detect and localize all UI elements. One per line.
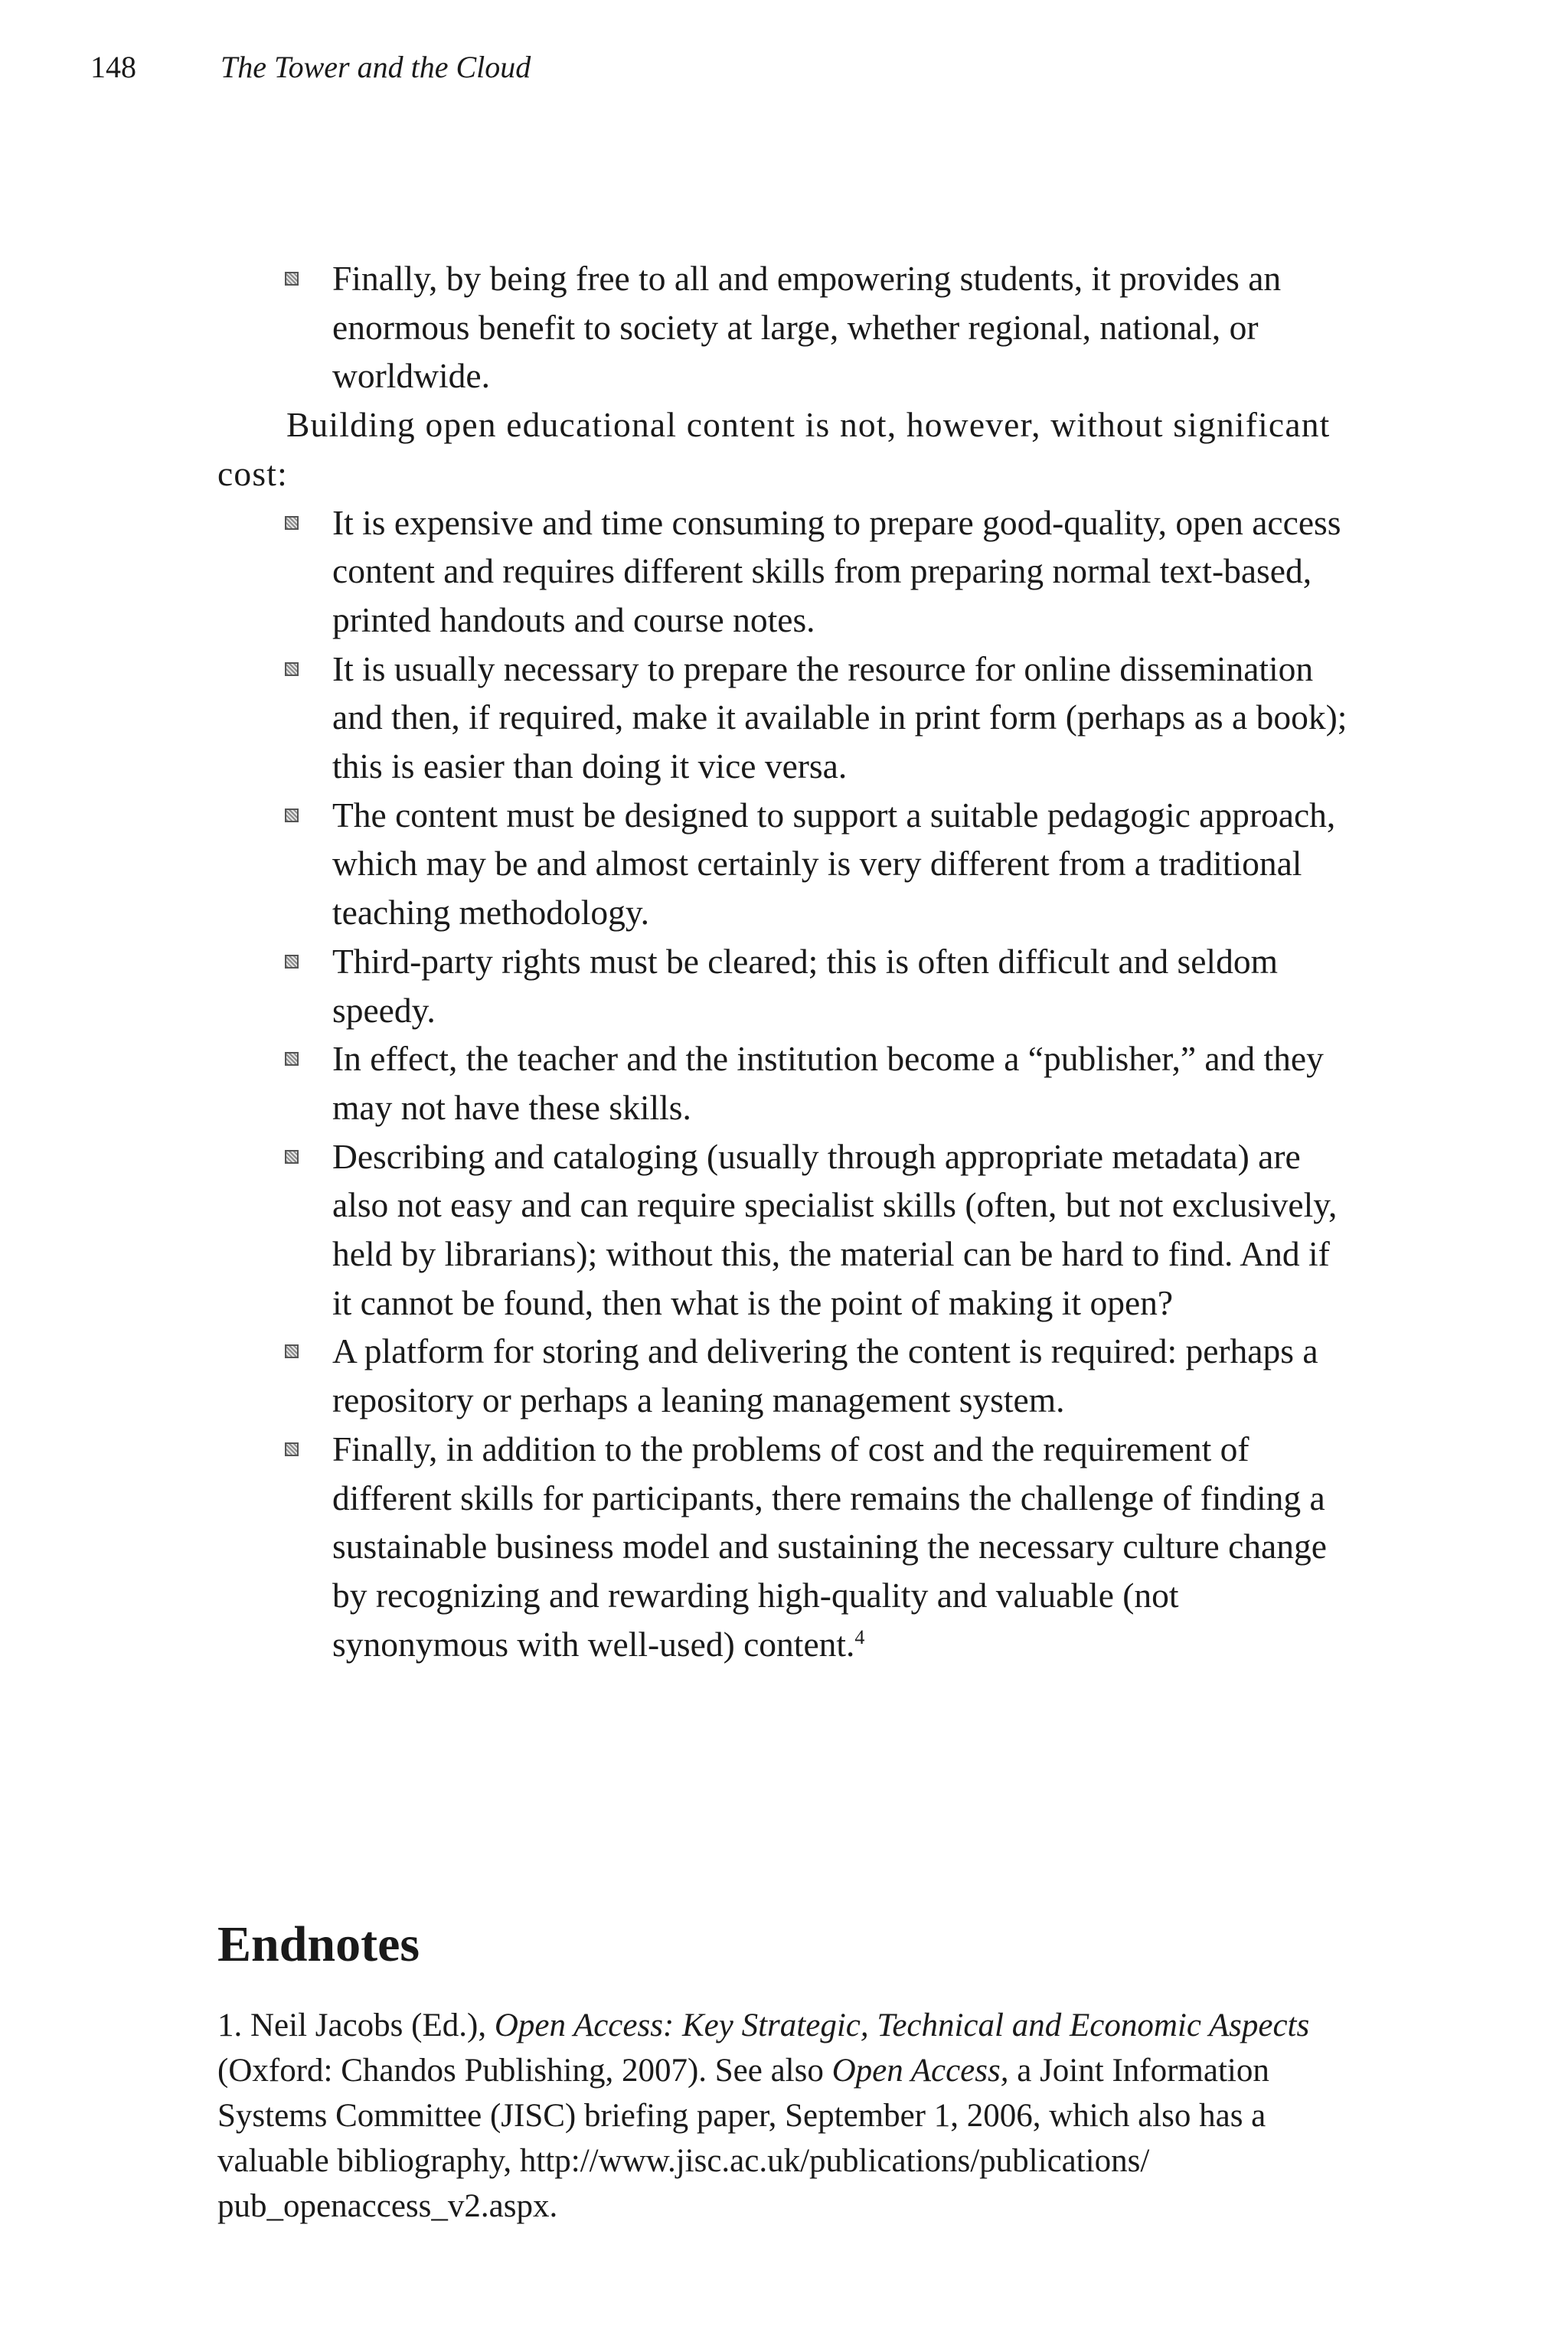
square-bullet-icon [285,662,299,676]
page-number: 148 [90,50,136,84]
endnote-1-second-title: Open Access, [831,2053,1009,2089]
list-item-text: It is expensive and time consuming to prepare good-quality, open access content and requires different skills from preparing normal text-based, printed handouts and course notes. [332,502,1341,639]
endnote-1-tail: a Joint Information Systems Committee (JISC) briefing paper, September 1, 2006, which also has a valuable bibliography, http://www.jisc.ac.uk/publications/publications/ pub_openaccess_v2.aspx. [217,2053,1269,2224]
endnote-1-mid: (Oxford: Chandos Publishing, 2007). See also [217,2053,832,2089]
list-item [332,1327,1351,1424]
list-item-text: Describing and cataloging (usually through appropriate metadata) are also not easy and can require specialist skills (often, but not exclusively, held by librarians); without this, the material can be hard to find. And if it cannot be found, then what is the point of making it open? [332,1136,1338,1322]
note-reference[interactable]: 4 [854,1625,865,1648]
list-item-text: Finally, in addition to the problems of cost and the requirement of different skills for participants, there remains the challenge of finding a sustainable business model and sustaining the necessary culture change by recognizing and rewarding high-quality and valuable (not synonymous with well-used) content. [332,1429,1327,1664]
list-item-text: The content must be designed to support a suitable pedagogic approach, which may be and almost certainly is very different from a traditional teaching methodology. [332,795,1336,933]
endnotes-section [217,1914,1351,2229]
list-item [332,498,1351,645]
endnote-1-lead: 1. Neil Jacobs (Ed.), [217,2007,495,2043]
first-bullet-list [217,254,1351,400]
square-bullet-icon [285,1344,299,1358]
list-item-text: A platform for storing and delivering the content is required: perhaps a repository or perhaps a leaning management system. [332,1331,1318,1420]
list-item [332,254,1351,400]
square-bullet-icon [285,955,299,969]
square-bullet-icon [285,1442,299,1456]
list-item [332,645,1351,791]
list-item [332,1132,1351,1328]
square-bullet-icon [285,1052,299,1066]
list-item [332,937,1351,1034]
square-bullet-icon [285,516,299,530]
cost-bullet-list [217,498,1351,1669]
list-item-text: It is usually necessary to prepare the resource for online dissemination and then, if required, make it available in print form (perhaps as a book); this is easier than doing it vice versa. [332,648,1348,786]
list-item-text: Finally, by being free to all and empowering students, it provides an enormous benefit to society at large, whether regional, national, or worldwide. [332,259,1282,396]
list-item-text: Third-party rights must be cleared; this is often difficult and seldom speedy. [332,941,1278,1030]
running-head [90,49,531,86]
square-bullet-icon [285,272,299,286]
square-bullet-icon [285,1150,299,1164]
list-item-text: In effect, the teacher and the institution become a “publisher,” and they may not have these skills. [332,1039,1324,1127]
endnote-1-title: Open Access: Key Strategic, Technical and Economic Aspects [494,2007,1310,2043]
list-item [332,1034,1351,1132]
square-bullet-icon [285,808,299,822]
list-item [332,791,1351,937]
endnote-1 [217,2003,1351,2229]
endnotes-heading: Endnotes [217,1916,420,1972]
body-text [217,254,1351,1668]
book-title: The Tower and the Cloud [220,50,531,84]
lead-paragraph: Building open educational content is not, however, without significant cost: [217,405,1331,493]
list-item [332,1425,1351,1669]
